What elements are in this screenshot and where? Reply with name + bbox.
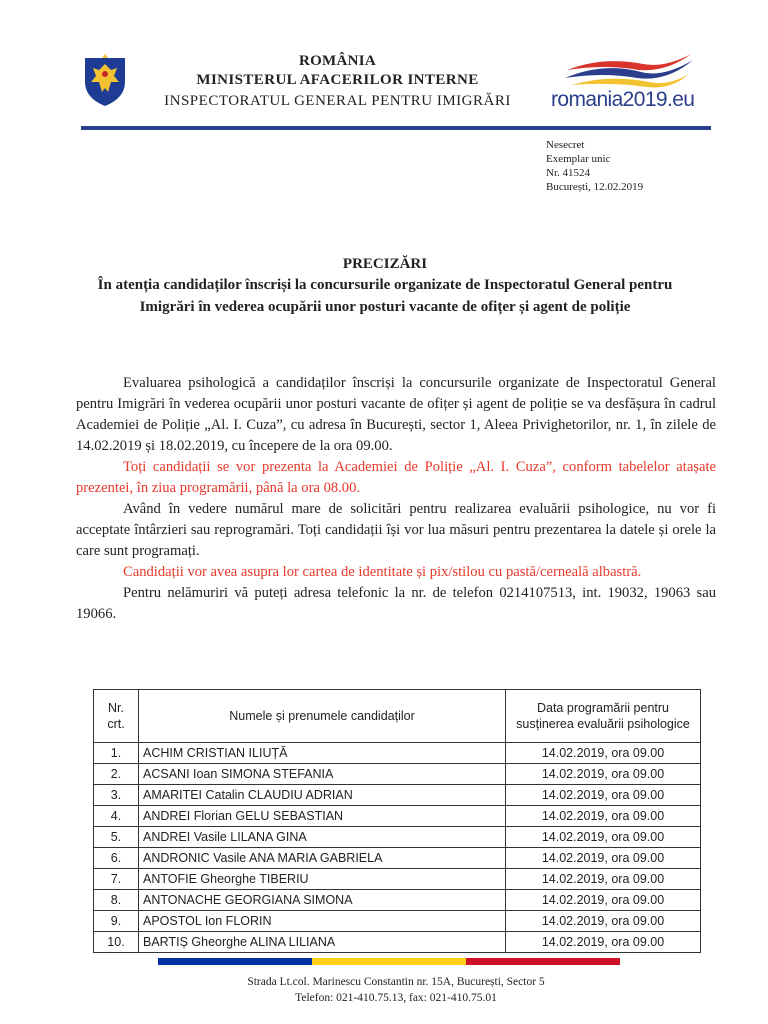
- row-number: 6.: [94, 848, 139, 869]
- row-number: 3.: [94, 785, 139, 806]
- stripe-blue: [158, 958, 312, 965]
- table-row: [94, 911, 701, 932]
- stripe-red: [466, 958, 620, 965]
- column-header-number: Nr. crt.: [94, 690, 139, 743]
- coat-of-arms-icon: [81, 52, 129, 108]
- table-row: [94, 785, 701, 806]
- header-inspectorate: INSPECTORATUL GENERAL PENTRU IMIGRĂRI: [164, 93, 511, 109]
- body-text: [76, 373, 716, 625]
- row-number: 8.: [94, 890, 139, 911]
- presidency-logo-text: romania2019.eu: [551, 88, 695, 111]
- paragraph-contact: Pentru nelămuriri vă puteți adresa telefonic la nr. de telefon 0214107513, int. 19032, 19063 sau 19066.: [76, 585, 716, 622]
- candidate-name: APOSTOL Ion FLORIN: [139, 911, 506, 932]
- table-row: [94, 848, 701, 869]
- table-row: [94, 869, 701, 890]
- schedule-date: 14.02.2019, ora 09.00: [506, 764, 701, 785]
- header-country: ROMÂNIA: [298, 53, 377, 69]
- schedule-date: 14.02.2019, ora 09.00: [506, 785, 701, 806]
- classification: Nesecret: [546, 139, 585, 151]
- paragraph-evaluation: Evaluarea psihologică a candidaților înscriși la concursurile organizate de Inspectoratul General pentru Imigrări în vederea ocupării unor posturi vacante de ofițer și agent de poliție se va desfășura în cadrul Academiei de Poliție „Al. I. Cuza”, cu adresa în București, sector 1, Aleea Privighetorilor, nr. 1, în zilele de 14.02.2019 și 18.02.2019, cu începere de la ora 09.00.: [76, 375, 716, 454]
- schedule-date: 14.02.2019, ora 09.00: [506, 911, 701, 932]
- candidate-name: ANDREI Florian GELU SEBASTIAN: [139, 806, 506, 827]
- table-row: [94, 764, 701, 785]
- row-number: 10.: [94, 932, 139, 953]
- candidate-name: ANDREI Vasile LILANA GINA: [139, 827, 506, 848]
- schedule-date: 14.02.2019, ora 09.00: [506, 806, 701, 827]
- document-subtitle-line1: În atenția candidaților înscriși la concursurile organizate de Inspectoratul General pentru: [97, 277, 673, 293]
- schedule-date: 14.02.2019, ora 09.00: [506, 890, 701, 911]
- table-row: [94, 827, 701, 848]
- footer-phone: Telefon: 021-410.75.13, fax: 021-410.75.01: [295, 992, 497, 1004]
- schedule-date: 14.02.2019, ora 09.00: [506, 869, 701, 890]
- schedule-date: 14.02.2019, ora 09.00: [506, 827, 701, 848]
- row-number: 4.: [94, 806, 139, 827]
- document-place-date: București, 12.02.2019: [546, 181, 644, 193]
- candidate-name: AMARITEI Catalin CLAUDIU ADRIAN: [139, 785, 506, 806]
- row-number: 5.: [94, 827, 139, 848]
- row-number: 1.: [94, 743, 139, 764]
- footer-address: Strada Lt.col. Marinescu Constantin nr. 15A, București, Sector 5: [247, 976, 545, 988]
- paragraph-no-delays: Având în vedere numărul mare de solicitări pentru realizarea evaluării psihologice, nu vor fi acceptate întârzieri sau reprogramări. Toți candidații își vor lua măsuri pentru prezentarea la datele și orele la care sunt programați.: [76, 501, 716, 559]
- candidate-name: BARTIȘ Gheorghe ALINA LILIANA: [139, 932, 506, 953]
- document-heading: PRECIZĂRI: [342, 256, 428, 272]
- table-header-row: [94, 690, 701, 743]
- candidate-name: ACSANI Ioan SIMONA STEFANIA: [139, 764, 506, 785]
- header-ministry: MINISTERUL AFACERILOR INTERNE: [196, 72, 479, 88]
- table-row: [94, 932, 701, 953]
- row-number: 2.: [94, 764, 139, 785]
- paragraph-arrival-notice: Toți candidații se vor prezenta la Academiei de Poliție „Al. I. Cuza”, conform tabelelor atașate prezentei, în ziua programării, până la ora 08.00.: [76, 459, 716, 496]
- table-row: [94, 743, 701, 764]
- table-row: [94, 890, 701, 911]
- row-number: 7.: [94, 869, 139, 890]
- row-number: 9.: [94, 911, 139, 932]
- table-row: [94, 806, 701, 827]
- header-divider: [81, 126, 711, 130]
- copy-type: Exemplar unic: [546, 153, 611, 165]
- paragraph-id-requirement: Candidații vor avea asupra lor cartea de identitate și pix/stilou cu pastă/cerneală albastră.: [123, 564, 642, 580]
- schedule-date: 14.02.2019, ora 09.00: [506, 848, 701, 869]
- column-header-name: Numele și prenumele candidaților: [139, 690, 506, 743]
- candidates-table: [93, 689, 701, 953]
- candidate-name: ANTOFIE Gheorghe TIBERIU: [139, 869, 506, 890]
- stripe-yellow: [312, 958, 466, 965]
- presidency-logo-icon: [563, 52, 695, 90]
- schedule-date: 14.02.2019, ora 09.00: [506, 743, 701, 764]
- candidate-name: ACHIM CRISTIAN ILIUȚĂ: [139, 743, 506, 764]
- schedule-date: 14.02.2019, ora 09.00: [506, 932, 701, 953]
- document-subtitle-line2: Imigrări în vederea ocupării unor posturi vacante de ofițer și agent de poliție: [139, 299, 631, 315]
- candidate-name: ANDRONIC Vasile ANA MARIA GABRIELA: [139, 848, 506, 869]
- document-number: Nr. 41524: [546, 167, 590, 179]
- candidate-name: ANTONACHE GEORGIANA SIMONA: [139, 890, 506, 911]
- tricolor-stripe: [158, 958, 620, 965]
- column-header-schedule: Data programării pentru susținerea evaluării psihologice: [506, 690, 701, 743]
